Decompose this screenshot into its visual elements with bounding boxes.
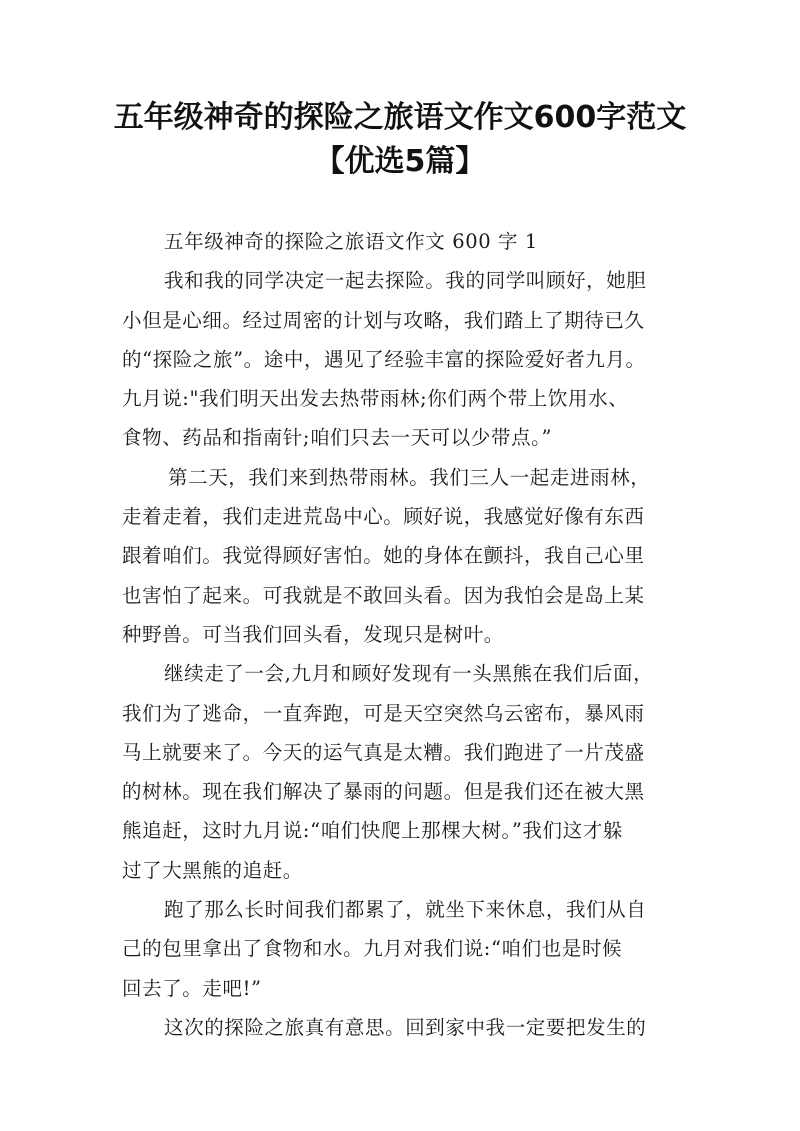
paragraph-line: 我们为了逃命，一直奔跑，可是天空突然乌云密布，暴风雨: [122, 701, 645, 725]
paragraph-line: 这次的探险之旅真有意思。回到家中我一定要把发生的: [164, 1015, 647, 1039]
paragraph-line: 九月说:"我们明天出发去热带雨林;你们两个带上饮用水、: [122, 387, 629, 411]
paragraph-line: 回去了。走吧!”: [122, 976, 262, 1000]
essay-body: [122, 222, 692, 1047]
paragraph-line: 第二天，我们来到热带雨林。我们三人一起走进雨林，: [168, 465, 651, 489]
paragraph-line: 种野兽。可当我们回头看，发现只是树叶。: [122, 622, 504, 646]
essay-heading: 五年级神奇的探险之旅语文作文 600 字 1: [164, 230, 538, 253]
paragraph-line: 熊追赶，这时九月说:“咱们快爬上那棵大树。”我们这才躲: [122, 819, 623, 843]
paragraph-line: 食物、药品和指南针;咱们只去一天可以少带点。”: [122, 426, 553, 450]
paragraph-line: 马上就要来了。今天的运气真是太糟。我们跑进了一片茂盛: [122, 740, 645, 764]
paragraph-line: 跟着咱们。我觉得顾好害怕。她的身体在颤抖，我自己心里: [122, 544, 645, 568]
paragraph-line: 也害怕了起来。可我就是不敢回头看。因为我怕会是岛上某: [122, 583, 645, 607]
paragraph-line: 走着走着，我们走进荒岛中心。顾好说，我感觉好像有东西: [122, 505, 645, 529]
paragraph-line: 我和我的同学决定一起去探险。我的同学叫顾好，她胆: [164, 269, 647, 293]
document-subtitle: 【优选5篇】: [314, 144, 486, 179]
paragraph-line: 过了大黑熊的追赶。: [122, 858, 303, 882]
paragraph-line: 的“探险之旅”。途中，遇见了经验丰富的探险爱好者九月。: [122, 347, 646, 371]
paragraph-line: 小但是心细。经过周密的计划与攻略，我们踏上了期待已久: [122, 308, 645, 332]
paragraph-line: 跑了那么长时间我们都累了，就坐下来休息，我们从自: [164, 898, 647, 922]
paragraph-line: 的树林。现在我们解决了暴雨的问题。但是我们还在被大黑: [122, 780, 645, 804]
paragraph-line: 己的包里拿出了食物和水。九月对我们说:“咱们也是时候: [122, 937, 623, 961]
document-title: 五年级神奇的探险之旅语文作文600字范文: [113, 100, 687, 135]
paragraph-line: 继续走了一会,九月和顾好发现有一头黑熊在我们后面，: [164, 662, 654, 686]
